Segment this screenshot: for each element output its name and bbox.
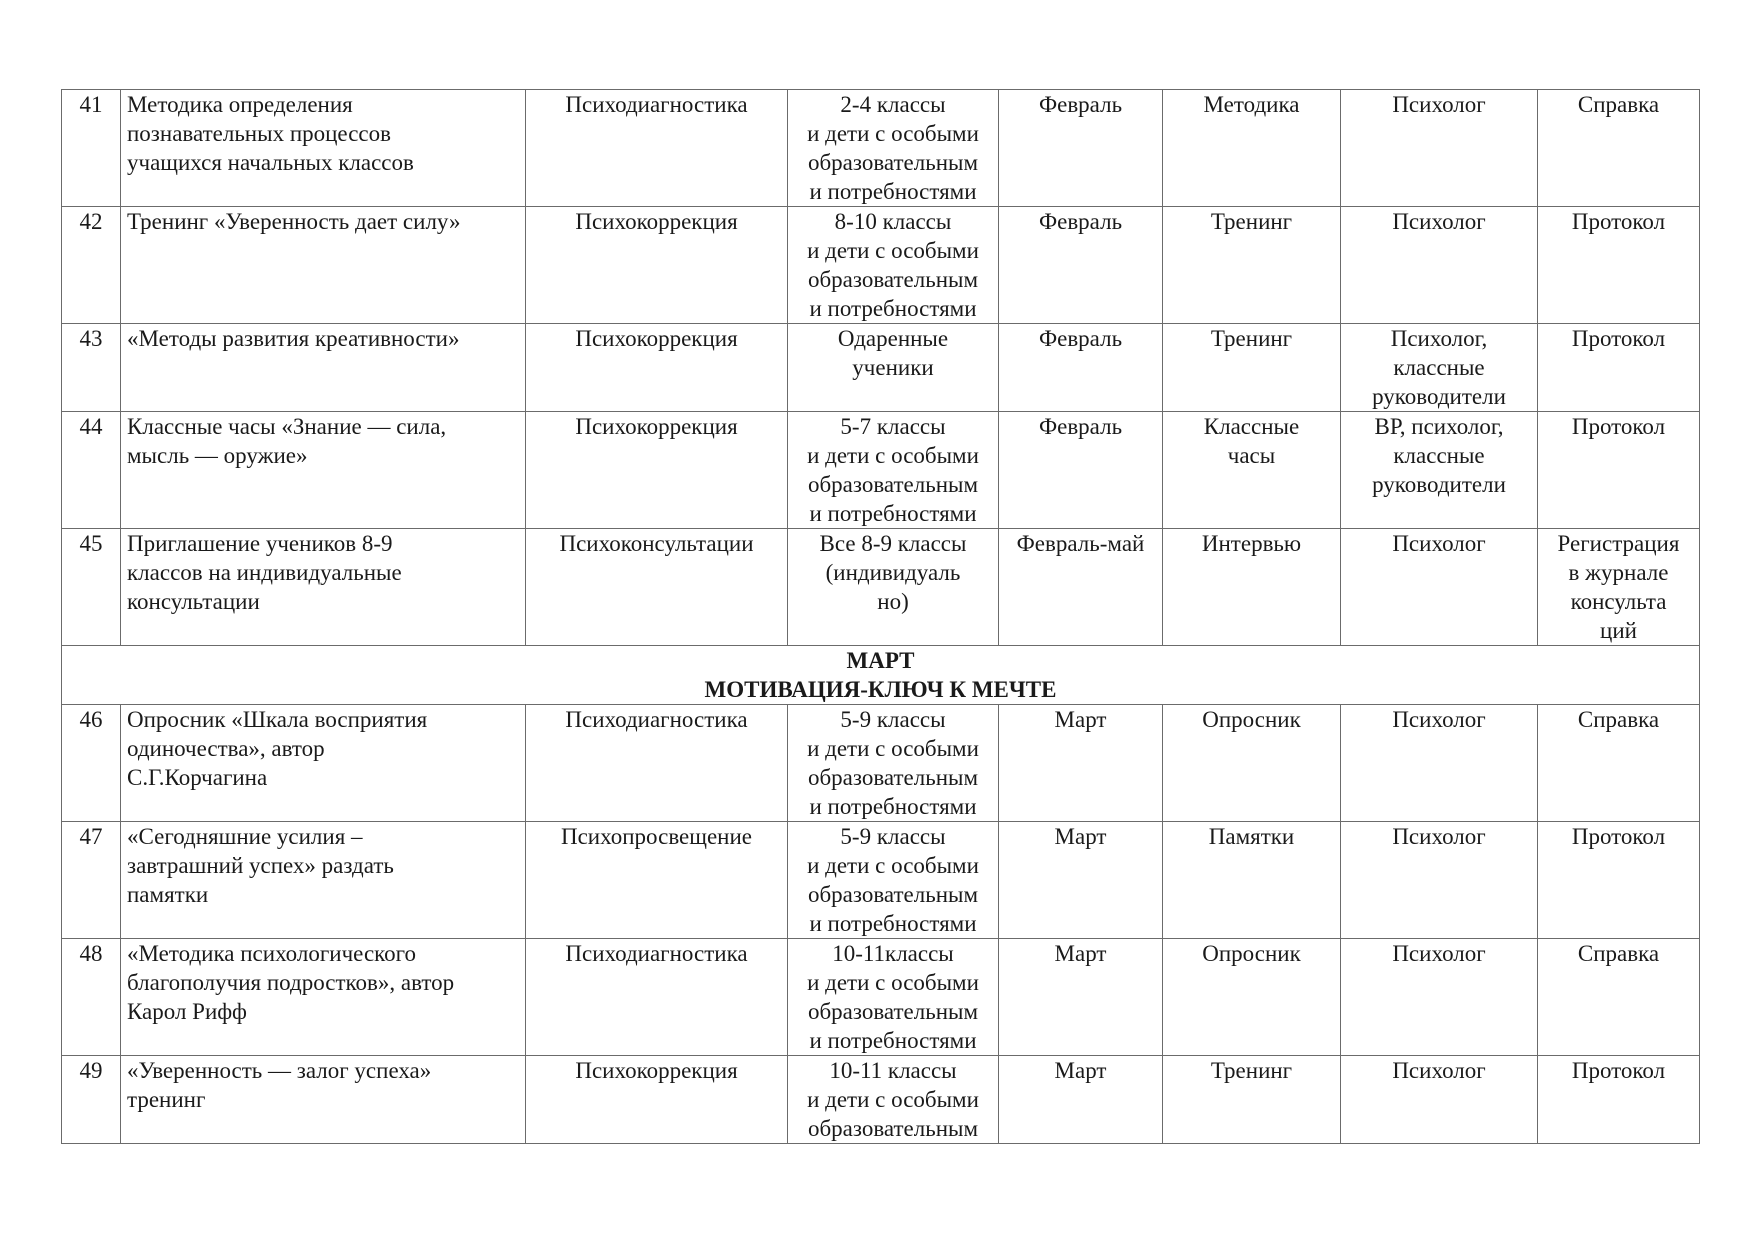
- form-cell: [1163, 324, 1341, 412]
- audience-line: 5-9 классы: [840, 707, 946, 732]
- document-page: [61, 89, 1699, 1144]
- result-line: Справка: [1577, 707, 1660, 732]
- audience-line: и дети с особыми: [807, 238, 979, 263]
- responsible-line: Психолог: [1392, 92, 1486, 117]
- form-cell: [1163, 939, 1341, 1056]
- result-cell: [1538, 324, 1700, 412]
- activity-name-line: памятки: [127, 882, 209, 907]
- result-line: Протокол: [1571, 414, 1666, 439]
- form-cell: [1163, 1056, 1341, 1144]
- result-line: Справка: [1577, 941, 1660, 966]
- row-number: 44: [62, 412, 121, 529]
- responsible-cell: [1341, 1056, 1538, 1144]
- form-line: Методика: [1203, 92, 1300, 117]
- activity-name-cell: [121, 939, 526, 1056]
- responsible-cell: [1341, 705, 1538, 822]
- audience-cell: [788, 412, 999, 529]
- table-row: [62, 324, 1700, 412]
- activity-name-line: учащихся начальных классов: [127, 150, 414, 175]
- result-line: Протокол: [1571, 326, 1666, 351]
- audience-cell: [788, 705, 999, 822]
- audience-line: образовательным: [807, 1116, 979, 1141]
- period-cell: Март: [999, 1056, 1163, 1144]
- responsible-cell: [1341, 90, 1538, 207]
- audience-cell: [788, 90, 999, 207]
- result-cell: [1538, 90, 1700, 207]
- direction-cell: Психокоррекция: [526, 412, 788, 529]
- audience-line: но): [877, 589, 909, 614]
- row-number: 42: [62, 207, 121, 324]
- direction-cell: Психокоррекция: [526, 207, 788, 324]
- result-line: Протокол: [1571, 824, 1666, 849]
- direction-cell: Психоконсультации: [526, 529, 788, 646]
- table-row: [62, 822, 1700, 939]
- activity-name-line: С.Г.Корчагина: [127, 765, 268, 790]
- responsible-line: классные: [1393, 443, 1485, 468]
- section-title-line: МОТИВАЦИЯ-КЛЮЧ К МЕЧТЕ: [704, 677, 1057, 702]
- audience-cell: [788, 529, 999, 646]
- form-line: Памятки: [1208, 824, 1295, 849]
- audience-line: и потребностями: [809, 179, 977, 204]
- result-cell: [1538, 1056, 1700, 1144]
- audience-line: и потребностями: [809, 296, 977, 321]
- responsible-line: Психолог: [1392, 531, 1486, 556]
- responsible-line: Психолог: [1392, 209, 1486, 234]
- row-number: 46: [62, 705, 121, 822]
- work-plan-table: [61, 89, 1700, 1144]
- audience-line: 10-11классы: [832, 941, 954, 966]
- audience-cell: [788, 939, 999, 1056]
- audience-line: образовательным: [807, 150, 979, 175]
- audience-line: и дети с особыми: [807, 970, 979, 995]
- activity-name-line: Опросник «Шкала восприятия: [127, 707, 428, 732]
- result-cell: [1538, 939, 1700, 1056]
- period-cell: Март: [999, 705, 1163, 822]
- audience-line: и дети с особыми: [807, 443, 979, 468]
- audience-line: 10-11 классы: [829, 1058, 957, 1083]
- period-cell: Февраль: [999, 207, 1163, 324]
- responsible-cell: [1341, 939, 1538, 1056]
- audience-line: и потребностями: [809, 911, 977, 936]
- audience-line: и дети с особыми: [807, 121, 979, 146]
- activity-name-line: Тренинг «Уверенность дает силу»: [127, 209, 461, 234]
- direction-cell: Психодиагностика: [526, 939, 788, 1056]
- audience-line: 8-10 классы: [834, 209, 952, 234]
- row-number: 48: [62, 939, 121, 1056]
- period-cell: Март: [999, 822, 1163, 939]
- result-line: Регистрация: [1557, 531, 1680, 556]
- result-line: Протокол: [1571, 209, 1666, 234]
- activity-name-line: «Уверенность — залог успеха»: [127, 1058, 432, 1083]
- activity-name-cell: [121, 324, 526, 412]
- result-cell: [1538, 412, 1700, 529]
- form-line: Тренинг: [1210, 326, 1293, 351]
- period-cell: Февраль-май: [999, 529, 1163, 646]
- activity-name-line: одиночества», автор: [127, 736, 325, 761]
- responsible-line: Психолог: [1392, 707, 1486, 732]
- audience-line: образовательным: [807, 765, 979, 790]
- table-row: [62, 412, 1700, 529]
- responsible-cell: [1341, 529, 1538, 646]
- activity-name-line: «Сегодняшние усилия –: [127, 824, 363, 849]
- activity-name-cell: [121, 412, 526, 529]
- audience-line: образовательным: [807, 267, 979, 292]
- audience-line: и дети с особыми: [807, 736, 979, 761]
- table-body: [62, 90, 1700, 1144]
- result-line: Справка: [1577, 92, 1660, 117]
- form-line: Тренинг: [1210, 209, 1293, 234]
- period-cell: Февраль: [999, 412, 1163, 529]
- direction-cell: Психодиагностика: [526, 705, 788, 822]
- activity-name-line: тренинг: [127, 1087, 206, 1112]
- form-line: Тренинг: [1210, 1058, 1293, 1083]
- activity-name-cell: [121, 207, 526, 324]
- row-number: 47: [62, 822, 121, 939]
- audience-cell: [788, 207, 999, 324]
- activity-name-line: консультации: [127, 589, 260, 614]
- audience-line: 2-4 классы: [840, 92, 946, 117]
- audience-line: Одаренные: [837, 326, 949, 351]
- table-row: [62, 207, 1700, 324]
- audience-line: и дети с особыми: [807, 1087, 979, 1112]
- activity-name-line: мысль — оружие»: [127, 443, 308, 468]
- activity-name-line: «Методика психологического: [127, 941, 417, 966]
- period-cell: Февраль: [999, 90, 1163, 207]
- row-number: 45: [62, 529, 121, 646]
- responsible-cell: [1341, 412, 1538, 529]
- direction-cell: Психопросвещение: [526, 822, 788, 939]
- activity-name-line: классов на индивидуальные: [127, 560, 402, 585]
- result-line: ций: [1600, 618, 1637, 643]
- audience-line: 5-7 классы: [840, 414, 946, 439]
- form-line: Классные: [1203, 414, 1300, 439]
- responsible-line: Психолог,: [1390, 326, 1488, 351]
- table-row: [62, 939, 1700, 1056]
- form-line: Опросник: [1202, 941, 1301, 966]
- responsible-line: классные: [1393, 355, 1485, 380]
- responsible-line: руководители: [1372, 472, 1506, 497]
- responsible-line: ВР, психолог,: [1374, 414, 1504, 439]
- activity-name-cell: [121, 705, 526, 822]
- audience-cell: [788, 822, 999, 939]
- form-cell: [1163, 412, 1341, 529]
- table-row: [62, 705, 1700, 822]
- audience-line: и потребностями: [809, 794, 977, 819]
- responsible-cell: [1341, 324, 1538, 412]
- result-line: консульта: [1570, 589, 1667, 614]
- responsible-cell: [1341, 822, 1538, 939]
- audience-cell: [788, 1056, 999, 1144]
- result-cell: [1538, 705, 1700, 822]
- activity-name-line: Приглашение учеников 8-9: [127, 531, 393, 556]
- direction-cell: Психокоррекция: [526, 324, 788, 412]
- activity-name-line: благополучия подростков», автор: [127, 970, 455, 995]
- table-row: [62, 90, 1700, 207]
- row-number: 41: [62, 90, 121, 207]
- form-cell: [1163, 529, 1341, 646]
- section-title: [62, 646, 1700, 705]
- audience-line: образовательным: [807, 472, 979, 497]
- audience-line: 5-9 классы: [840, 824, 946, 849]
- form-line: часы: [1227, 443, 1276, 468]
- activity-name-line: Методика определения: [127, 92, 353, 117]
- direction-cell: Психокоррекция: [526, 1056, 788, 1144]
- activity-name-cell: [121, 529, 526, 646]
- form-line: Опросник: [1202, 707, 1301, 732]
- row-number: 43: [62, 324, 121, 412]
- direction-cell: Психодиагностика: [526, 90, 788, 207]
- table-row: [62, 1056, 1700, 1144]
- activity-name-line: познавательных процессов: [127, 121, 391, 146]
- result-cell: [1538, 822, 1700, 939]
- result-cell: [1538, 529, 1700, 646]
- form-cell: [1163, 822, 1341, 939]
- activity-name-cell: [121, 1056, 526, 1144]
- audience-line: и потребностями: [809, 1028, 977, 1053]
- audience-line: (индивидуаль: [825, 560, 961, 585]
- audience-line: образовательным: [807, 999, 979, 1024]
- audience-cell: [788, 324, 999, 412]
- responsible-line: Психолог: [1392, 1058, 1486, 1083]
- table-row: [62, 529, 1700, 646]
- result-cell: [1538, 207, 1700, 324]
- section-title-line: МАРТ: [846, 648, 915, 673]
- period-cell: Февраль: [999, 324, 1163, 412]
- row-number: 49: [62, 1056, 121, 1144]
- responsible-line: Психолог: [1392, 824, 1486, 849]
- audience-line: образовательным: [807, 882, 979, 907]
- activity-name-line: Карол Рифф: [127, 999, 247, 1024]
- activity-name-line: «Методы развития креативности»: [127, 326, 460, 351]
- form-cell: [1163, 705, 1341, 822]
- period-cell: Март: [999, 939, 1163, 1056]
- activity-name-line: Классные часы «Знание — сила,: [127, 414, 447, 439]
- activity-name-cell: [121, 822, 526, 939]
- form-cell: [1163, 207, 1341, 324]
- audience-line: ученики: [852, 355, 934, 380]
- responsible-line: Психолог: [1392, 941, 1486, 966]
- audience-line: Все 8-9 классы: [819, 531, 967, 556]
- form-cell: [1163, 90, 1341, 207]
- result-line: в журнале: [1568, 560, 1669, 585]
- section-header-row: [62, 646, 1700, 705]
- audience-line: и потребностями: [809, 501, 977, 526]
- activity-name-cell: [121, 90, 526, 207]
- responsible-line: руководители: [1372, 384, 1506, 409]
- audience-line: и дети с особыми: [807, 853, 979, 878]
- form-line: Интервью: [1201, 531, 1302, 556]
- result-line: Протокол: [1571, 1058, 1666, 1083]
- responsible-cell: [1341, 207, 1538, 324]
- activity-name-line: завтрашний успех» раздать: [127, 853, 394, 878]
